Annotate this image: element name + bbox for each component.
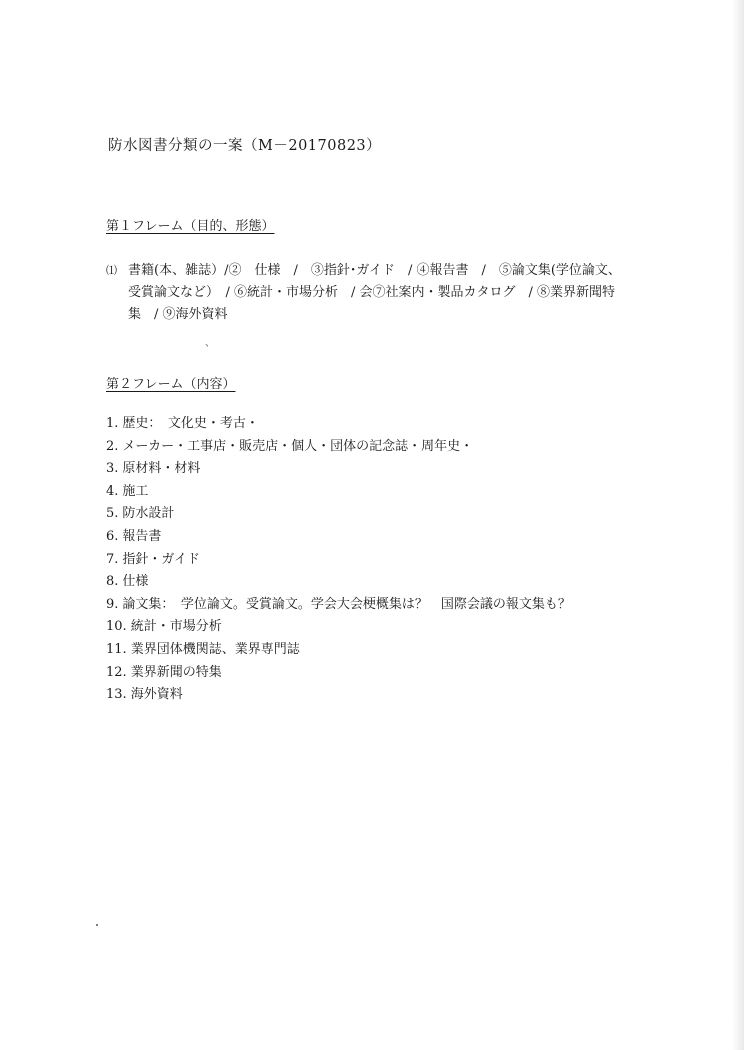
item-text: 統計・市場分析 [130, 619, 222, 635]
item-number: 3. [106, 461, 119, 477]
frame2-heading: 第２フレーム（内容） [106, 377, 236, 392]
frame1-line: 集 / ⑨海外資料 [128, 307, 228, 322]
item-text: 業界新聞の特集 [130, 664, 222, 680]
list-item [106, 662, 571, 685]
item-text: 防水設計 [122, 506, 175, 522]
item-text: 海外資料 [130, 687, 183, 703]
item-number: 9. [106, 596, 119, 612]
item-text: 論文集： 学位論文。受賞論文。学会大会梗概集は？ 国際会議の報文集も？ [122, 596, 571, 612]
list-item [106, 594, 571, 617]
item-number: 1. [106, 416, 119, 431]
item-text: 原材料・材料 [122, 461, 201, 477]
frame1-heading: 第１フレーム（目的、形態） [106, 219, 275, 234]
item-number: 11. [106, 641, 127, 657]
scan-speck [96, 924, 98, 926]
item-number: 7. [106, 551, 119, 567]
item-number: 4. [106, 483, 119, 499]
item-number: 5. [106, 506, 119, 522]
item-number: 2. [106, 438, 119, 454]
list-item [106, 458, 571, 481]
item-text: 仕様 [122, 574, 149, 590]
frame1-marker: ⑴ [106, 264, 117, 277]
list-item [106, 571, 571, 594]
list-item [106, 481, 571, 504]
item-text: 歴史： 文化史・考古・ [122, 416, 259, 431]
list-item [106, 616, 571, 639]
list-item [106, 549, 571, 572]
item-number: 13. [106, 687, 127, 703]
item-number: 8. [106, 574, 119, 590]
frame2-content-list [106, 413, 571, 707]
scan-edge-shadow [732, 0, 744, 1050]
item-text: 施工 [122, 483, 149, 499]
list-item [106, 684, 571, 707]
item-text: メーカー・工事店・販売店・個人・団体の記念誌・周年史・ [122, 438, 474, 454]
item-number: 6. [106, 528, 119, 544]
list-item [106, 526, 571, 549]
item-text: 指針・ガイド [122, 551, 201, 567]
item-text: 報告書 [122, 528, 162, 544]
list-item [106, 503, 571, 526]
stray-mark: 、 [205, 338, 215, 349]
document-title: 防水図書分類の一案（M－20170823） [108, 138, 382, 154]
list-item [106, 413, 571, 436]
frame1-line: 書籍(本、雑誌）/② 仕様 / ③指針･ガイド / ④報告書 / ⑤論文集(学位論文、 [128, 263, 621, 278]
frame1-line: 受賞論文など） / ⑥統計・市場分析 / 会⑦社案内・製品カタログ / ⑧業界新聞特 [128, 285, 616, 300]
list-item [106, 639, 571, 662]
item-number: 10. [106, 619, 127, 635]
list-item [106, 436, 571, 459]
item-number: 12. [106, 664, 127, 680]
item-text: 業界団体機関誌、業界専門誌 [130, 641, 300, 657]
